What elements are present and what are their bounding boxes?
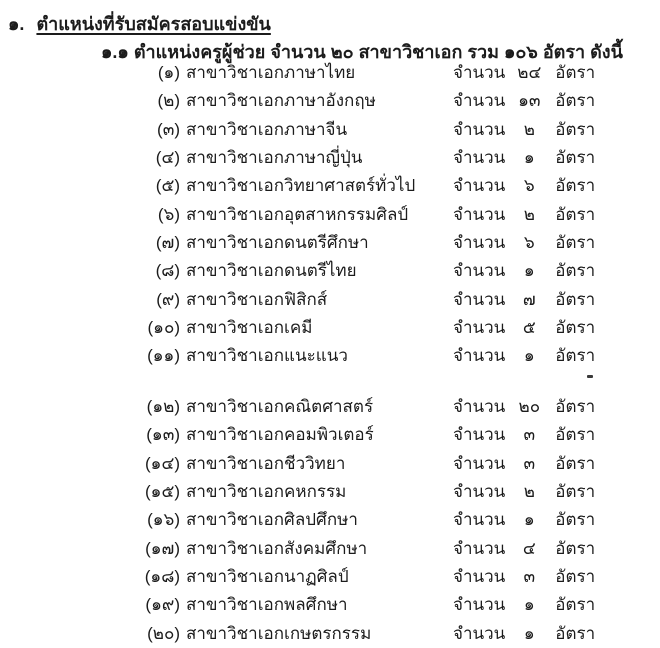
item-number: (๕) — [155, 176, 180, 196]
quantity-label: จำนวน — [453, 204, 506, 224]
item-number: (๔) — [155, 148, 180, 168]
quantity-value: ๑๓ — [518, 91, 541, 111]
unit-label: อัตรา — [555, 148, 596, 168]
position-row — [0, 506, 660, 534]
position-row — [0, 286, 660, 314]
position-row — [0, 314, 660, 342]
quantity-value: ๖ — [523, 233, 535, 253]
quantity-value: ๑ — [523, 595, 535, 615]
quantity-value: ๒ — [523, 482, 535, 502]
quantity-value: ๓ — [523, 425, 536, 445]
unit-label: อัตรา — [555, 318, 596, 338]
quantity-group — [453, 478, 595, 506]
position-row — [0, 563, 660, 591]
subject-name: สาขาวิชาเอกดนตรีศึกษา — [186, 233, 369, 253]
subject-name: สาขาวิชาเอกเคมี — [186, 318, 313, 338]
position-row — [0, 201, 660, 229]
quantity-label: จำนวน — [453, 289, 506, 309]
stray-mark — [587, 375, 593, 378]
subject-name: สาขาวิชาเอกภาษาจีน — [186, 119, 348, 139]
quantity-group — [453, 393, 595, 421]
quantity-group — [453, 563, 595, 591]
position-row — [0, 59, 660, 87]
quantity-label: จำนวน — [453, 148, 506, 168]
quantity-label: จำนวน — [453, 261, 506, 281]
quantity-value: ๒ — [523, 204, 535, 224]
unit-label: อัตรา — [555, 176, 596, 196]
quantity-group — [453, 257, 595, 285]
quantity-label: จำนวน — [453, 453, 506, 473]
subject-name: สาขาวิชาเอกสังคมศึกษา — [186, 538, 368, 558]
unit-label: อัตรา — [555, 425, 596, 445]
position-row — [0, 229, 660, 257]
unit-label: อัตรา — [555, 346, 596, 366]
quantity-group — [453, 116, 595, 144]
section-number: ๑. — [8, 14, 25, 34]
unit-label: อัตรา — [555, 233, 596, 253]
subject-name: สาขาวิชาเอกคอมพิวเตอร์ — [186, 425, 374, 445]
item-number: (๑๑) — [147, 346, 180, 366]
quantity-label: จำนวน — [453, 91, 506, 111]
quantity-group — [453, 342, 595, 370]
quantity-value: ๓ — [523, 567, 536, 587]
positions-list-group-1 — [0, 59, 660, 371]
quantity-group — [453, 144, 595, 172]
item-number: (๑๓) — [146, 425, 180, 445]
unit-label: อัตรา — [555, 538, 596, 558]
position-row — [0, 257, 660, 285]
unit-label: อัตรา — [555, 453, 596, 473]
position-row — [0, 620, 660, 648]
quantity-value: ๖ — [523, 176, 535, 196]
quantity-value: ๑ — [523, 148, 535, 168]
quantity-label: จำนวน — [453, 623, 506, 643]
quantity-value: ๑ — [523, 510, 535, 530]
item-number: (๑๕) — [145, 482, 180, 502]
quantity-value: ๗ — [522, 289, 536, 309]
quantity-label: จำนวน — [453, 595, 506, 615]
quantity-value: ๔ — [522, 538, 536, 558]
quantity-group — [453, 286, 595, 314]
subject-name: สาขาวิชาเอกนาฏศิลป์ — [186, 567, 349, 587]
unit-label: อัตรา — [555, 482, 596, 502]
position-row — [0, 116, 660, 144]
subject-name: สาขาวิชาเอกภาษาอังกฤษ — [186, 91, 376, 111]
unit-label: อัตรา — [555, 91, 596, 111]
quantity-group — [453, 172, 595, 200]
position-row — [0, 342, 660, 370]
subject-name: สาขาวิชาเอกดนตรีไทย — [186, 261, 357, 281]
subject-name: สาขาวิชาเอกภาษาไทย — [186, 63, 356, 82]
unit-label: อัตรา — [555, 119, 596, 139]
item-number: (๗) — [155, 233, 180, 253]
item-number: (๒) — [157, 91, 180, 111]
item-number: (๑๘) — [144, 567, 180, 587]
quantity-group — [453, 421, 595, 449]
quantity-group — [453, 450, 595, 478]
position-row — [0, 478, 660, 506]
quantity-group — [453, 201, 595, 229]
quantity-value: ๑ — [523, 261, 535, 281]
subsection-heading: ๑.๑ ตำแหน่งครูผู้ช่วย จำนวน ๒๐ สาขาวิชาเอก รวม ๑๐๖ อัตรา ดังนี้ — [101, 42, 623, 62]
position-row — [0, 421, 660, 449]
quantity-label: จำนวน — [453, 233, 506, 253]
quantity-value: ๑ — [523, 623, 535, 643]
quantity-value: ๒๐ — [518, 397, 541, 416]
quantity-group — [453, 591, 595, 619]
quantity-group — [453, 620, 595, 648]
unit-label: อัตรา — [555, 63, 596, 82]
unit-label: อัตรา — [555, 397, 596, 416]
item-number: (๑๒) — [146, 397, 180, 416]
subject-name: สาขาวิชาเอกเกษตรกรรม — [186, 623, 372, 643]
quantity-label: จำนวน — [453, 538, 506, 558]
quantity-label: จำนวน — [453, 397, 506, 416]
item-number: (๑๗) — [145, 538, 180, 558]
position-row — [0, 535, 660, 563]
subject-name: สาขาวิชาเอกวิทยาศาสตร์ทั่วไป — [186, 176, 416, 196]
unit-label: อัตรา — [555, 289, 596, 309]
item-number: (๑๔) — [145, 453, 180, 473]
unit-label: อัตรา — [555, 510, 596, 530]
quantity-group — [453, 59, 595, 87]
subject-name: สาขาวิชาเอกศิลปศึกษา — [186, 510, 358, 530]
subject-name: สาขาวิชาเอกคหกรรม — [186, 482, 347, 502]
quantity-label: จำนวน — [453, 63, 506, 82]
position-row — [0, 144, 660, 172]
position-row — [0, 172, 660, 200]
unit-label: อัตรา — [555, 204, 596, 224]
position-row — [0, 591, 660, 619]
position-row — [0, 393, 660, 421]
quantity-value: ๒ — [523, 119, 535, 139]
quantity-label: จำนวน — [453, 510, 506, 530]
subject-name: สาขาวิชาเอกฟิสิกส์ — [186, 289, 328, 309]
quantity-value: ๓ — [523, 453, 536, 473]
item-number: (๑) — [157, 63, 180, 82]
quantity-group — [453, 229, 595, 257]
subject-name: สาขาวิชาเอกพลศึกษา — [186, 595, 348, 615]
section-title: ตำแหน่งที่รับสมัครสอบแข่งขัน — [36, 14, 271, 34]
item-number: (๘) — [155, 261, 180, 281]
item-number: (๑๖) — [147, 510, 180, 530]
quantity-value: ๑ — [523, 346, 535, 366]
item-number: (๓) — [157, 119, 180, 139]
subject-name: สาขาวิชาเอกคณิตศาสตร์ — [186, 397, 374, 416]
quantity-label: จำนวน — [453, 567, 506, 587]
quantity-group — [453, 87, 595, 115]
positions-list-group-2 — [0, 393, 660, 648]
quantity-group — [453, 314, 595, 342]
item-number: (๑๐) — [147, 318, 180, 338]
quantity-value: ๕ — [522, 318, 536, 338]
unit-label: อัตรา — [555, 623, 596, 643]
quantity-group — [453, 535, 595, 563]
position-row — [0, 450, 660, 478]
section-heading — [8, 9, 271, 38]
quantity-label: จำนวน — [453, 425, 506, 445]
quantity-label: จำนวน — [453, 119, 506, 139]
unit-label: อัตรา — [555, 261, 596, 281]
quantity-value: ๒๔ — [517, 63, 542, 82]
item-number: (๒๐) — [147, 623, 180, 643]
item-number: (๖) — [157, 204, 180, 224]
quantity-label: จำนวน — [453, 482, 506, 502]
quantity-label: จำนวน — [453, 318, 506, 338]
quantity-group — [453, 506, 595, 534]
quantity-label: จำนวน — [453, 346, 506, 366]
item-number: (๙) — [156, 289, 180, 309]
subject-name: สาขาวิชาเอกแนะแนว — [186, 346, 348, 366]
unit-label: อัตรา — [555, 567, 596, 587]
subject-name: สาขาวิชาเอกภาษาญี่ปุ่น — [186, 148, 363, 168]
subject-name: สาขาวิชาเอกชีววิทยา — [186, 453, 346, 473]
item-number: (๑๙) — [145, 595, 180, 615]
quantity-label: จำนวน — [453, 176, 506, 196]
subject-name: สาขาวิชาเอกอุตสาหกรรมศิลป์ — [186, 204, 409, 224]
unit-label: อัตรา — [555, 595, 596, 615]
position-row — [0, 87, 660, 115]
